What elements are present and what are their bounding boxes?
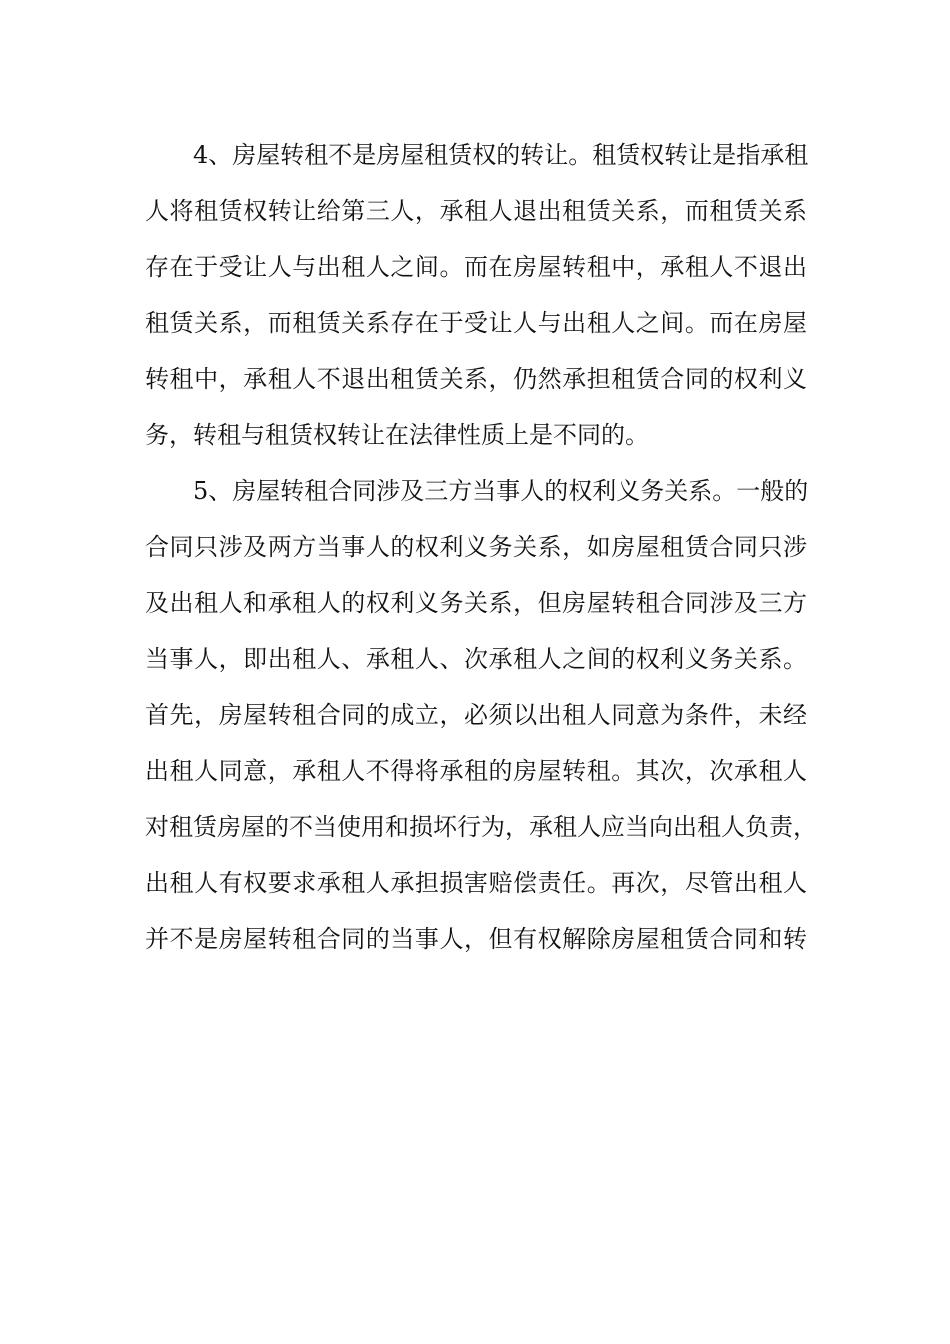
text-line: 合同只涉及两方当事人的权利义务关系，如房屋租赁合同只涉	[145, 533, 807, 561]
text-line: 并不是房屋转租合同的当事人，但有权解除房屋租赁合同和转	[145, 925, 807, 953]
text-line: 人将租赁权转让给第三人，承租人退出租赁关系，而租赁关系	[145, 197, 807, 225]
text-line: 存在于受让人与出租人之间。而在房屋转租中，承租人不退出	[145, 253, 807, 281]
text-line: 出租人有权要求承租人承担损害赔偿责任。再次，尽管出租人	[145, 869, 807, 897]
text-line: 租赁关系，而租赁关系存在于受让人与出租人之间。而在房屋	[145, 309, 807, 337]
text-line: 对租赁房屋的不当使用和损坏行为，承租人应当向出租人负责，	[145, 813, 817, 841]
paragraph-5	[145, 463, 817, 967]
text-line: 及出租人和承租人的权利义务关系，但房屋转租合同涉及三方	[145, 589, 807, 617]
document-body	[145, 127, 817, 967]
text-line: 4、房屋转租不是房屋租赁权的转让。租赁权转让是指承租	[193, 141, 809, 169]
text-line: 转租中，承租人不退出租赁关系，仍然承担租赁合同的权利义	[145, 365, 807, 393]
text-line: 当事人，即出租人、承租人、次承租人之间的权利义务关系。	[145, 645, 807, 673]
text-line: 务，转租与租赁权转让在法律性质上是不同的。	[145, 421, 649, 449]
text-line: 5、房屋转租合同涉及三方当事人的权利义务关系。一般的	[193, 477, 809, 505]
paragraph-4	[145, 127, 807, 463]
text-line: 出租人同意，承租人不得将承租的房屋转租。其次，次承租人	[145, 757, 807, 785]
text-line: 首先，房屋转租合同的成立，必须以出租人同意为条件，未经	[145, 701, 807, 729]
